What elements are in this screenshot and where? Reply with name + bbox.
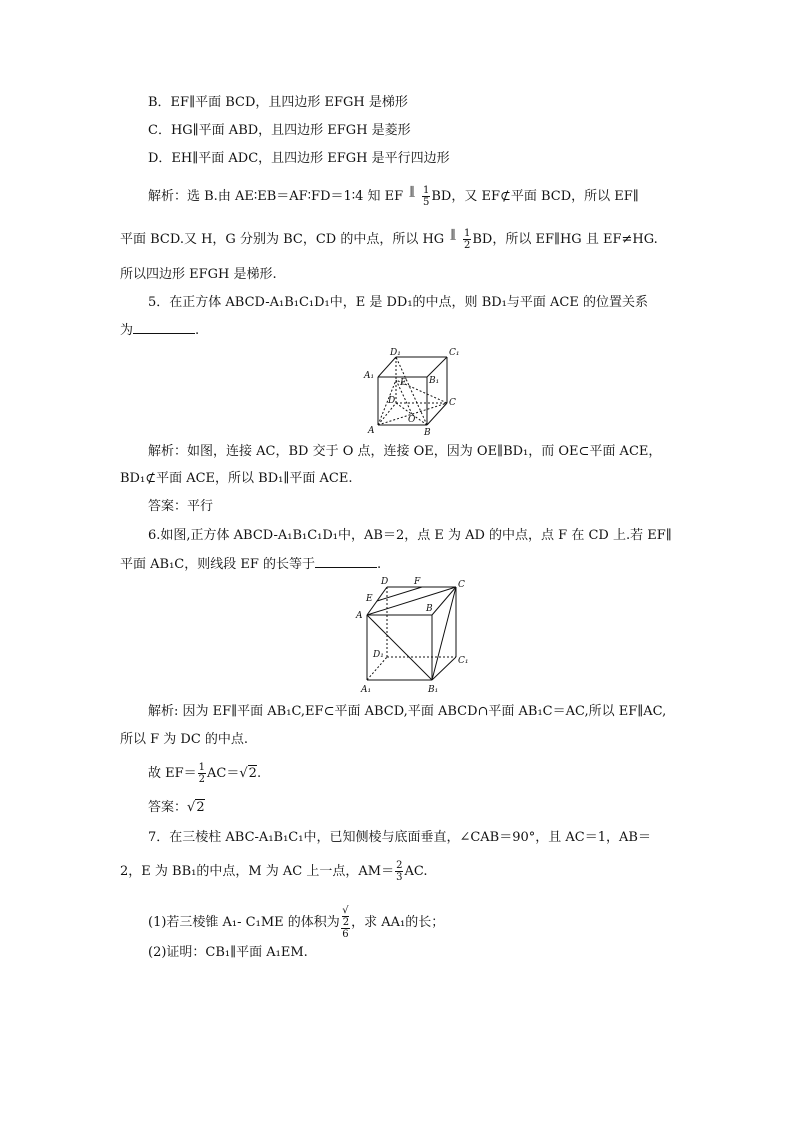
- label-b1: B₁: [428, 685, 439, 695]
- label-o: O: [408, 415, 416, 425]
- q7-stem-line2: 2，E 为 BB₁的中点，M 为 AC 上一点，AM＝ $\frac{2}{3}$ AC.: [120, 860, 428, 883]
- fraction: $\frac{1}{2}$: [198, 762, 206, 785]
- fraction: √ 2 6: [342, 905, 350, 940]
- q6-solution-line1: 解析: 因为 EF∥平面 AB₁C,EF⊂平面 ABCD,平面 ABCD∩平面 AB₁C＝AC,所以 EF∥AC,: [148, 704, 667, 719]
- q6-stem-line2: 平面 AB₁C，则线段 EF 的长等于 .: [120, 554, 381, 575]
- option-c: C．HG∥平面 ABD，且四边形 EFGH 是菱形: [148, 123, 411, 138]
- fraction: $\frac{1}{5}$: [422, 185, 430, 208]
- fraction: $\frac{2}{3}$: [396, 860, 403, 883]
- q6-solution-line2: 所以 F 为 DC 的中点.: [120, 732, 249, 747]
- fraction: $\frac{1}{2}$: [463, 228, 471, 251]
- parallel-equal-icon: ∥ ‾: [450, 227, 456, 251]
- q7-part2: (2)证明：CB₁∥平面 A₁EM.: [148, 945, 308, 960]
- sqrt-icon: √: [239, 766, 248, 781]
- label-b: B: [426, 604, 433, 614]
- q4-solution-line2: [120, 228, 658, 251]
- label-a: A: [356, 611, 363, 621]
- q5-answer: 答案：平行: [148, 499, 214, 514]
- q5-stem-line2: 为 .: [120, 320, 199, 341]
- q5-solution-line1: 解析：如图，连接 AC，BD 交于 O 点，连接 OE，因为 OE∥BD₁，而 OE⊂平面 ACE，: [148, 444, 662, 459]
- label-f: F: [414, 577, 421, 587]
- label-e: E: [400, 378, 407, 388]
- label-a: A: [368, 426, 375, 436]
- q6-stem-line1: 6.如图,正方体 ABCD-A₁B₁C₁D₁中，AB＝2，点 E 为 AD 的中点，点 F 在 CD 上.若 EF∥: [148, 528, 672, 543]
- label-a1: A₁: [364, 371, 375, 381]
- q5-cube-figure: [360, 345, 470, 437]
- answer-blank: [315, 554, 377, 568]
- label-e: E: [366, 594, 373, 604]
- q4-solution-text: BD，又 EF⊄平面 BCD，所以 EF∥: [431, 189, 639, 204]
- option-b: B．EF∥平面 BCD，且四边形 EFGH 是梯形: [148, 95, 408, 110]
- parallel-equal-icon: ∥ ‾: [409, 184, 415, 208]
- q4-solution-text: 平面 BCD.又 H，G 分别为 BC，CD 的中点，所以 HG: [120, 232, 445, 247]
- option-d: D．EH∥平面 ADC，且四边形 EFGH 是平行四边形: [148, 151, 450, 166]
- label-b: B: [424, 428, 431, 437]
- answer-blank: [133, 320, 195, 334]
- label-b1: B₁: [429, 376, 440, 386]
- label-c1: C₁: [449, 348, 460, 358]
- q5-stem-line1: 5．在正方体 ABCD-A₁B₁C₁D₁中，E 是 DD₁的中点，则 BD₁与平面 ACE 的位置关系: [148, 295, 648, 310]
- q4-solution-line1: [148, 185, 639, 208]
- label-d: D: [388, 396, 396, 406]
- q4-solution-line3: 所以四边形 EFGH 是梯形.: [120, 267, 277, 282]
- q6-cube-figure: [352, 575, 477, 697]
- q7-part1: (1)若三棱锥 A₁- C₁ME 的体积为 √ 2 6 ，求 AA₁的长；: [148, 905, 445, 940]
- label-d1: D₁: [373, 650, 384, 660]
- label-a1: A₁: [361, 685, 372, 695]
- q5-solution-line2: BD₁⊄平面 ACE，所以 BD₁∥平面 ACE.: [120, 471, 353, 486]
- label-c: C: [449, 398, 456, 408]
- q6-calculation: 故 EF＝ $\frac{1}{2}$ AC＝√2.: [148, 762, 262, 785]
- q6-answer: 答案：√2: [148, 800, 205, 815]
- label-c: C: [458, 580, 465, 590]
- label-d: D: [381, 577, 389, 587]
- q4-solution-text: BD，所以 EF∥HG 且 EF≠HG.: [472, 232, 658, 247]
- label-c1: C₁: [458, 656, 469, 666]
- q4-solution-text: 解析：选 B.由 AE∶EB＝AF∶FD＝1∶4 知 EF: [148, 189, 404, 204]
- q7-stem-line1: 7．在三棱柱 ABC-A₁B₁C₁中，已知侧棱与底面垂直，∠CAB＝90°，且 AC＝1，AB＝: [148, 830, 651, 845]
- sqrt-icon: √: [187, 800, 196, 815]
- label-d1: D₁: [390, 348, 401, 358]
